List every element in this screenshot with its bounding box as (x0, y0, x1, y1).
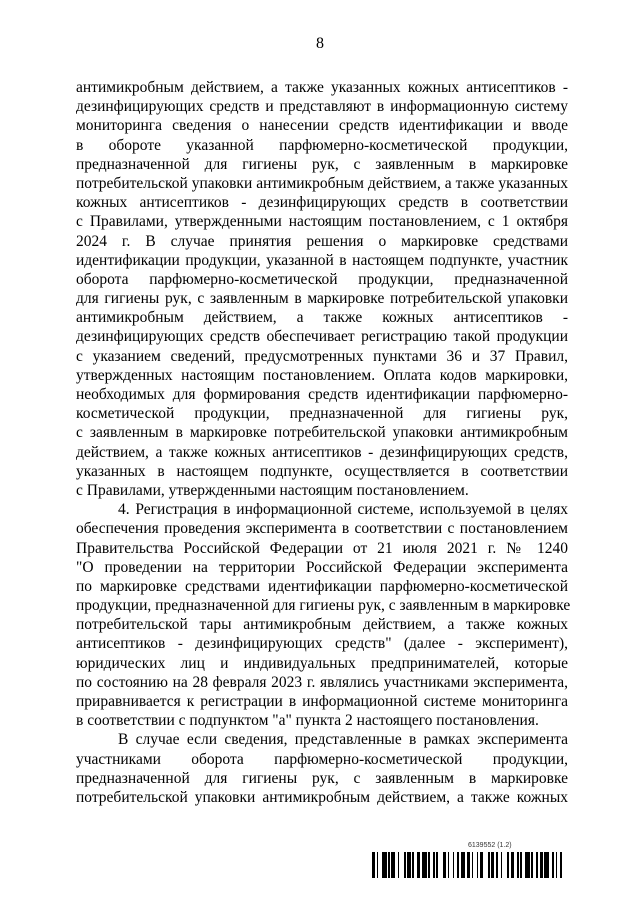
paragraph-start-line: 4. Регистрация в информационной системе, используемой в целях (118, 501, 568, 519)
text-line: приравнивается к регистрации в информационной системе мониторинга (76, 693, 568, 710)
text-line: указанных в настоящем подпункте, осуществляется в соответствии (76, 462, 568, 480)
text-line: "О проведении на территории Российской Федерации эксперимента (76, 558, 568, 576)
text-line: предназначенной для гигиены рук, с заявленным в маркировке (76, 769, 568, 787)
text-line: с Правилами, утвержденными настоящим постановлением. (76, 481, 469, 499)
text-line: потребительской тары антимикробным действием, а также кожных (76, 616, 568, 634)
text-line: 2024 г. В случае принятия решения о маркировке средствами (76, 232, 568, 250)
barcode (372, 852, 566, 878)
text-line: дезинфицирующих средств и представляют в информационную систему (76, 98, 568, 116)
text-line: утвержденных настоящим постановлением. Оплата кодов маркировки, (76, 366, 568, 384)
text-line: с указанием сведений, предусмотренных пунктами 36 и 37 Правил, (76, 347, 568, 365)
text-line: дезинфицирующих средств обеспечивает регистрацию такой продукции (76, 328, 568, 346)
text-line: мониторинга сведения о нанесении средств идентификации и вводе (76, 117, 568, 135)
document-code: 6139552 (1.2) (468, 842, 512, 849)
text-line: действием, а также кожных антисептиков - дезинфицирующих средств, (76, 443, 568, 461)
text-line: по состоянию на 28 февраля 2023 г. являлись участниками эксперимента, (76, 673, 568, 691)
text-line: антисептиков - дезинфицирующих средств" (далее - эксперимент), (76, 635, 568, 653)
text-line: по маркировке средствами идентификации парфюмерно-косметической (76, 577, 568, 595)
text-line: в обороте указанной парфюмерно-косметической продукции, (76, 136, 568, 154)
text-line: Правительства Российской Федерации от 21 июля 2021 г. № 1240 (76, 539, 568, 557)
text-line: антимикробным действием, а также кожных антисептиков - (76, 309, 568, 327)
text-line: необходимых для формирования средств идентификации парфюмерно- (76, 386, 568, 403)
text-line: оборота парфюмерно-косметической продукции, предназначенной (76, 270, 568, 288)
page-number: 8 (316, 35, 324, 52)
text-line: потребительской упаковки антимикробным действием, а также указанных (76, 174, 568, 192)
barcode-bar (562, 852, 565, 878)
text-line: потребительской упаковки антимикробным действием, а также кожных (76, 788, 568, 806)
text-line: предназначенной для гигиены рук, с заявленным в маркировке (76, 155, 568, 173)
text-line: для гигиены рук, с заявленным в маркировке потребительской упаковки (76, 290, 568, 308)
text-line: юридических лиц и индивидуальных предпринимателей, которые (76, 654, 568, 672)
text-line: с Правилами, утвержденными настоящим постановлением, с 1 октября (76, 213, 568, 231)
document-body (76, 78, 571, 807)
text-line: в соответствии с подпунктом "а" пункта 2 настоящего постановления. (76, 712, 539, 730)
text-line: с заявленным в маркировке потребительской упаковки антимикробным (76, 424, 568, 442)
text-line: косметической продукции, предназначенной для гигиены рук, (76, 405, 568, 423)
text-line: кожных антисептиков - дезинфицирующих средств в соответствии (76, 194, 568, 212)
text-line: антимикробным действием, а также указанных кожных антисептиков - (76, 79, 568, 96)
text-line: идентификации продукции, указанной в настоящем подпункте, участник (76, 251, 568, 269)
text-line: участниками оборота парфюмерно-косметической продукции, (76, 750, 568, 768)
text-line: обеспечения проведения эксперимента в соответствии с постановлением (76, 520, 568, 538)
text-line: продукции, предназначенной для гигиены рук, с заявленным в маркировке (76, 597, 571, 615)
paragraph-start-line: В случае если сведения, представленные в рамках эксперимента (118, 731, 568, 749)
